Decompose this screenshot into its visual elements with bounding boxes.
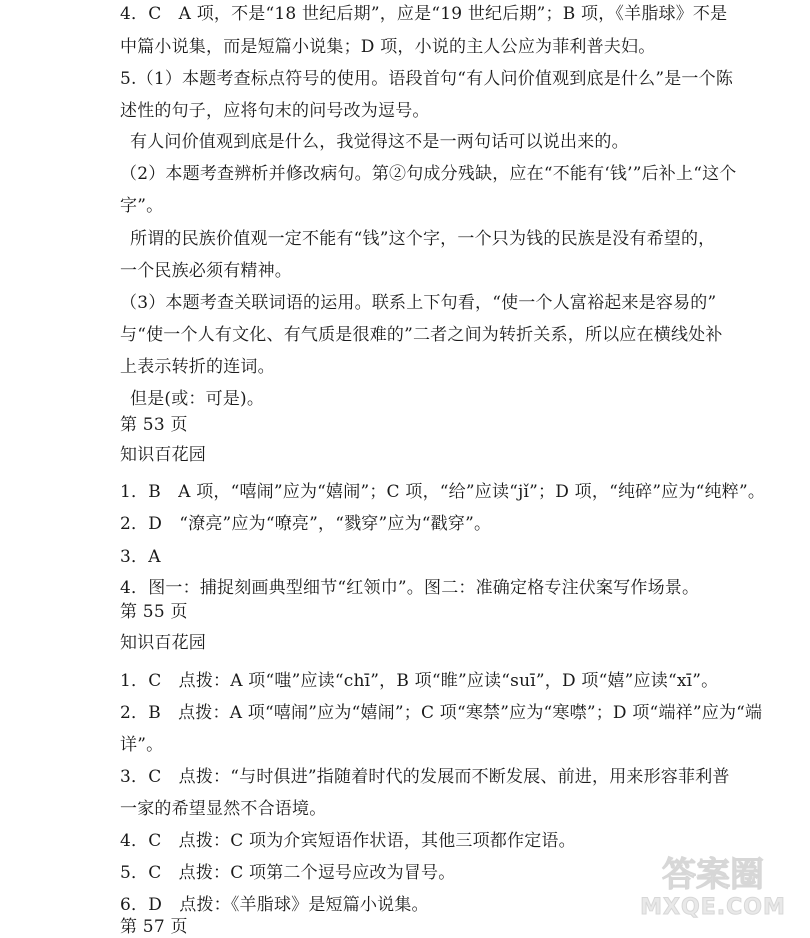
answer-item: 3．C 点拨：“与时俱进”指随着时代的发展而不断发展、前进，用来形容菲利普 <box>120 767 730 787</box>
watermark-logo-text: 答案圈 <box>662 855 764 895</box>
page-heading: 第 53 页 <box>120 415 188 435</box>
text-line: （3）本题考查关联词语的运用。联系上下句看，“使一个人富裕起来是容易的” <box>120 293 717 313</box>
watermark-domain: MXQE.COM <box>640 895 786 920</box>
page-heading: 第 55 页 <box>120 602 188 622</box>
section-heading: 知识百花园 <box>120 445 206 465</box>
text-line: 中篇小说集，而是短篇小说集；D 项，小说的主人公应为菲利普夫妇。 <box>120 37 656 57</box>
answer-item: 2．B 点拨：A 项“嘻闹”应为“嬉闹”；C 项“寒禁”应为“寒噤”；D 项“端祥”应为“端 <box>120 703 763 723</box>
answer-item: 5．C 点拨：C 项第二个逗号应改为冒号。 <box>120 863 456 883</box>
text-line: 一个民族必须有精神。 <box>120 261 292 281</box>
site-watermark <box>638 855 788 927</box>
answer-item: 4．C 点拨：C 项为介宾短语作状语，其他三项都作定语。 <box>120 831 576 851</box>
text-line: 所谓的民族价值观一定不能有“钱”这个字，一个只为钱的民族是没有希望的， <box>130 229 716 249</box>
page-heading: 第 57 页 <box>120 917 188 937</box>
text-line: 述性的句子，应将句末的问号改为逗号。 <box>120 101 430 121</box>
answer-item: 1．B A 项，“嘻闹”应为“嬉闹”；C 项，“给”应读“jǐ”；D 项，“纯碎”应为“纯粹”。 <box>120 482 766 502</box>
answer-item: 3．A <box>120 547 161 567</box>
text-line: 但是(或：可是)。 <box>130 389 265 409</box>
text-line: 上表示转折的连词。 <box>120 357 275 377</box>
section-heading: 知识百花园 <box>120 633 206 653</box>
text-line: 5.（1）本题考查标点符号的使用。语段首句“有人问价值观到底是什么”是一个陈 <box>120 69 734 89</box>
text-line: 字”。 <box>120 196 164 216</box>
text-line: 详”。 <box>120 735 164 755</box>
text-line: （2）本题考查辨析并修改病句。第②句成分残缺，应在“不能有‘钱’”后补上“这个 <box>120 164 737 184</box>
text-line: 有人问价值观到底是什么，我觉得这不是一两句话可以说出来的。 <box>130 132 629 152</box>
answer-item: 4．图一：捕捉刻画典型细节“红领巾”。图二：准确定格专注伏案写作场景。 <box>120 578 700 598</box>
text-line: 与“使一个人有文化、有气质是很难的”二者之间为转折关系，所以应在横线处补 <box>120 325 723 345</box>
answer-item: 2．D “潦亮”应为“嘹亮”，“戮穿”应为“戳穿”。 <box>120 514 492 534</box>
text-line: 4．C A 项，不是“18 世纪后期”，应是“19 世纪后期”；B 项，《羊脂球》不是 <box>120 4 728 24</box>
answer-item: 1．C 点拨：A 项“嗤”应读“chī”，B 项“睢”应读“suī”，D 项“嬉”应读“xī”。 <box>120 671 719 691</box>
text-line: 一家的希望显然不合语境。 <box>120 799 327 819</box>
answer-item: 6．D 点拨：《羊脂球》是短篇小说集。 <box>120 895 429 915</box>
